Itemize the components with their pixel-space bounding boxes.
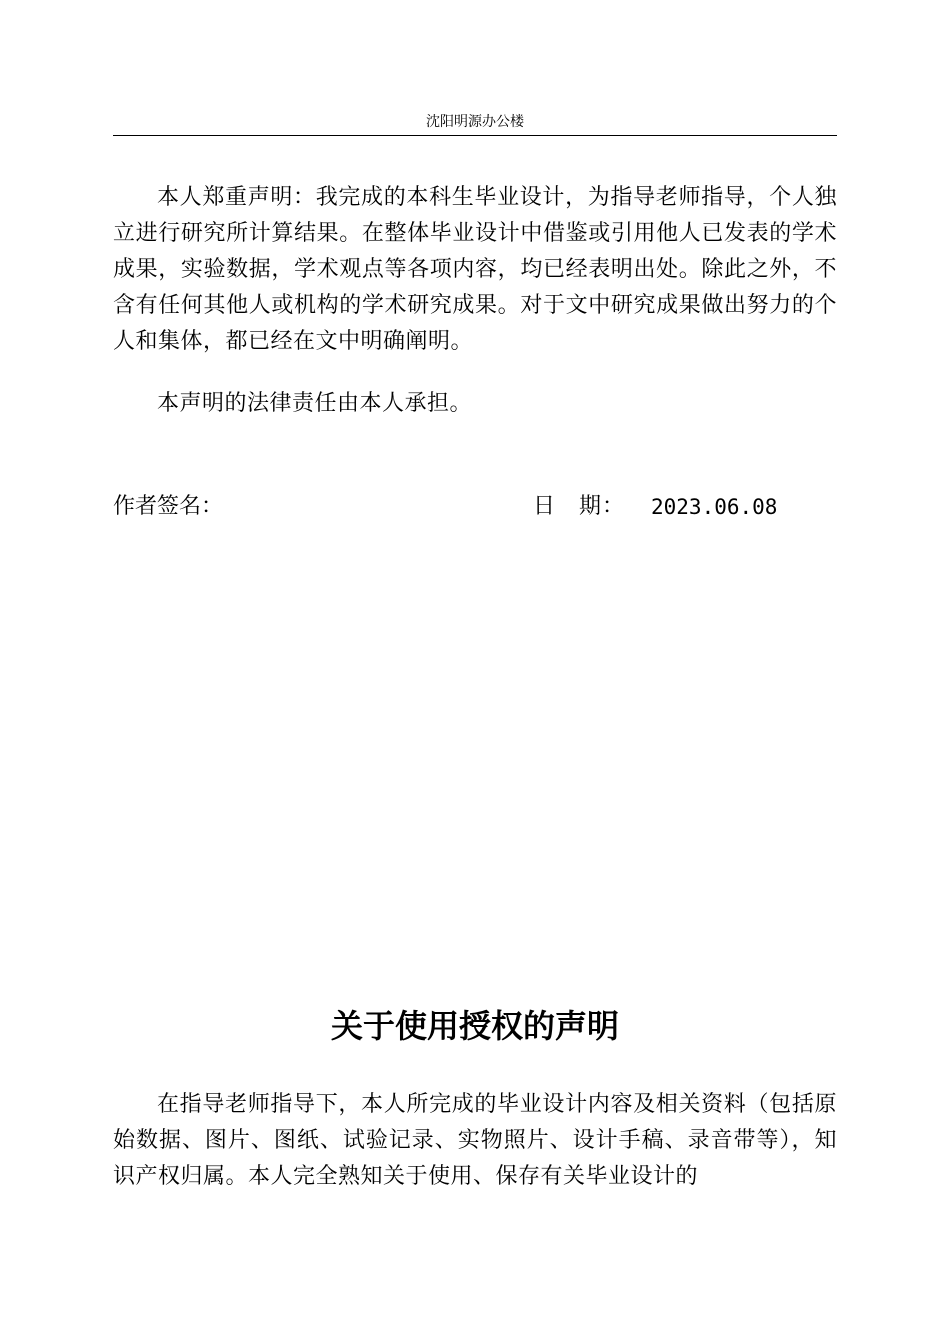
- declaration-paragraph: 本人郑重声明：我完成的本科生毕业设计，为指导老师指导，个人独立进行研究所计算结果。在整体毕业设计中借鉴或引用他人已发表的学术成果，实验数据，学术观点等各项内容，均已经表明出处。除此之外，不含有任何其他人或机构的学术研究成果。对于文中研究成果做出努力的个人和集体，都已经在文中明确阐明。: [113, 185, 837, 354]
- author-signature-label: 作者签名：: [113, 494, 224, 519]
- authorization-paragraph: 在指导老师指导下，本人所完成的毕业设计内容及相关资料（包括原始数据、图片、图纸、试验记录、实物照片、设计手稿、录音带等），知识产权归属。本人完全熟知关于使用、保存有关毕业设计的: [113, 1092, 837, 1189]
- date-label: 日 期：: [533, 494, 626, 519]
- date-value: 2023.06.08: [651, 495, 778, 519]
- responsibility-paragraph: 本声明的法律责任由本人承担。: [157, 391, 473, 416]
- page-header: [113, 113, 837, 136]
- running-title: 沈阳明源办公楼: [426, 114, 524, 130]
- signature-row: [113, 489, 837, 525]
- authorization-title: 关于使用授权的声明: [330, 1007, 619, 1045]
